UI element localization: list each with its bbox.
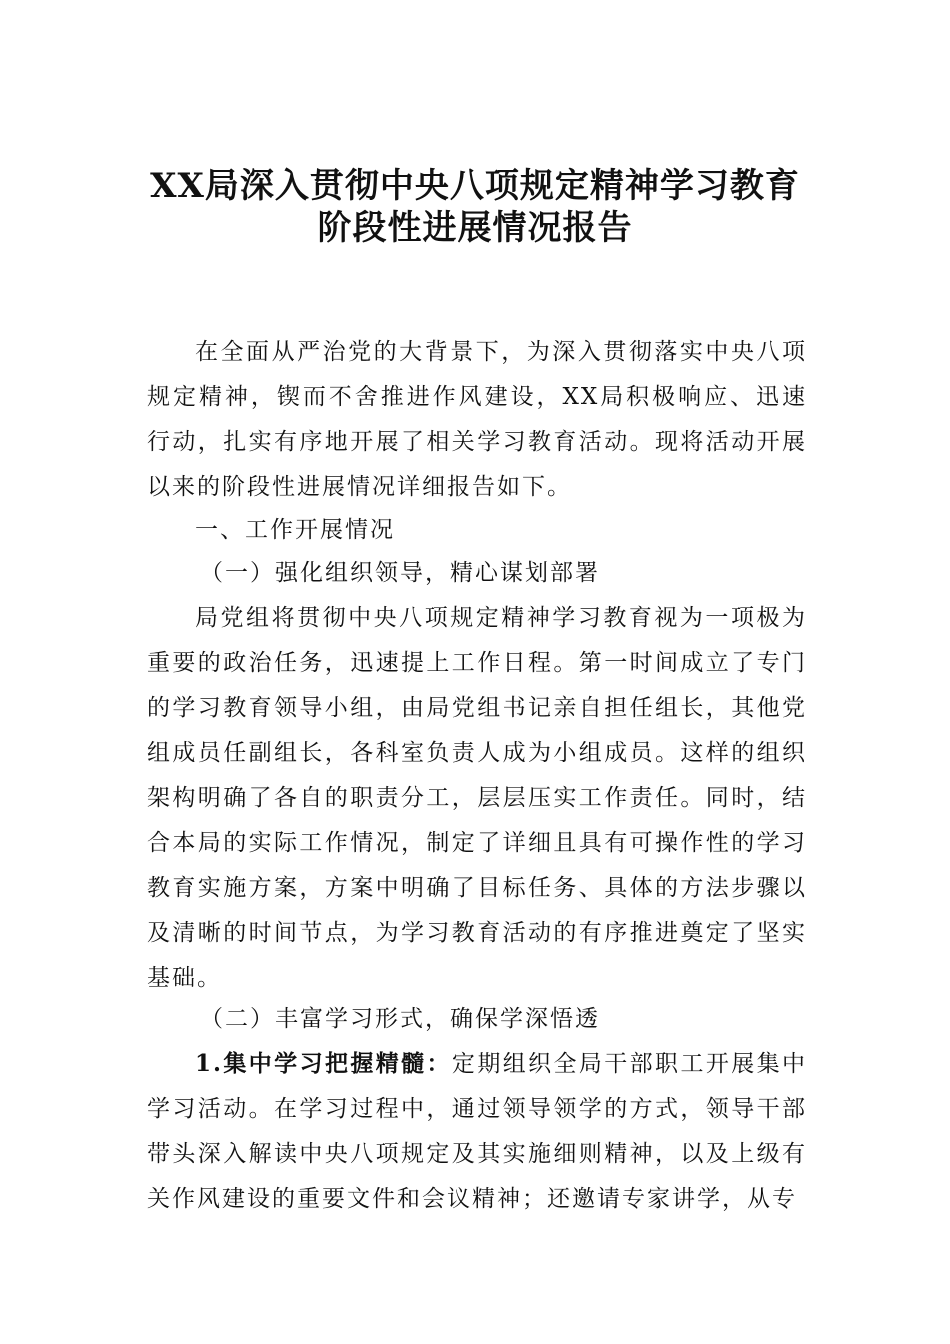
subsection-1-heading: （一）强化组织领导，精心谋划部署	[200, 560, 600, 586]
item-1-paragraph	[147, 1041, 807, 1222]
subsection-1-paragraph: 局党组将贯彻中央八项规定精神学习教育视为一项极为重要的政治任务，迅速提上工作日程。第一时间成立了专门的学习教育领导小组，由局党组书记亲自担任组长，其他党组成员任副组长，各科室负责人成为小组成员。这样的组织架构明确了各自的职责分工，层层压实工作责任。同时，结合本局的实际工作情况，制定了详细且具有可操作性的学习教育实施方案，方案中明确了目标任务、具体的方法步骤以及清晰的时间节点，为学习教育活动的有序推进奠定了坚实基础。	[147, 605, 807, 991]
section-1-heading: 一、工作开展情况	[195, 517, 395, 543]
document-title-line-2: 阶段性进展情况报告	[317, 208, 633, 248]
intro-paragraph: 在全面从严治党的大背景下，为深入贯彻落实中央八项规定精神，锲而不舍推进作风建设，XX局积极响应、迅速行动，扎实有序地开展了相关学习教育活动。现将活动开展以来的阶段性进展情况详细报告如下。	[147, 339, 807, 500]
item-1-text: 定期组织全局干部职工开展集中学习活动。在学习过程中，通过领导领学的方式，领导干部带头深入解读中央八项规定及其实施细则精神，以及上级有关作风建设的重要文件和会议精神；还邀请专家讲学，从专	[147, 1051, 807, 1212]
item-1-lead: 1.集中学习把握精髓：	[195, 1050, 452, 1077]
document-title-line-1: XX局深入贯彻中央八项规定精神学习教育	[150, 166, 800, 206]
subsection-2-heading: （二）丰富学习形式，确保学深悟透	[200, 1006, 600, 1032]
